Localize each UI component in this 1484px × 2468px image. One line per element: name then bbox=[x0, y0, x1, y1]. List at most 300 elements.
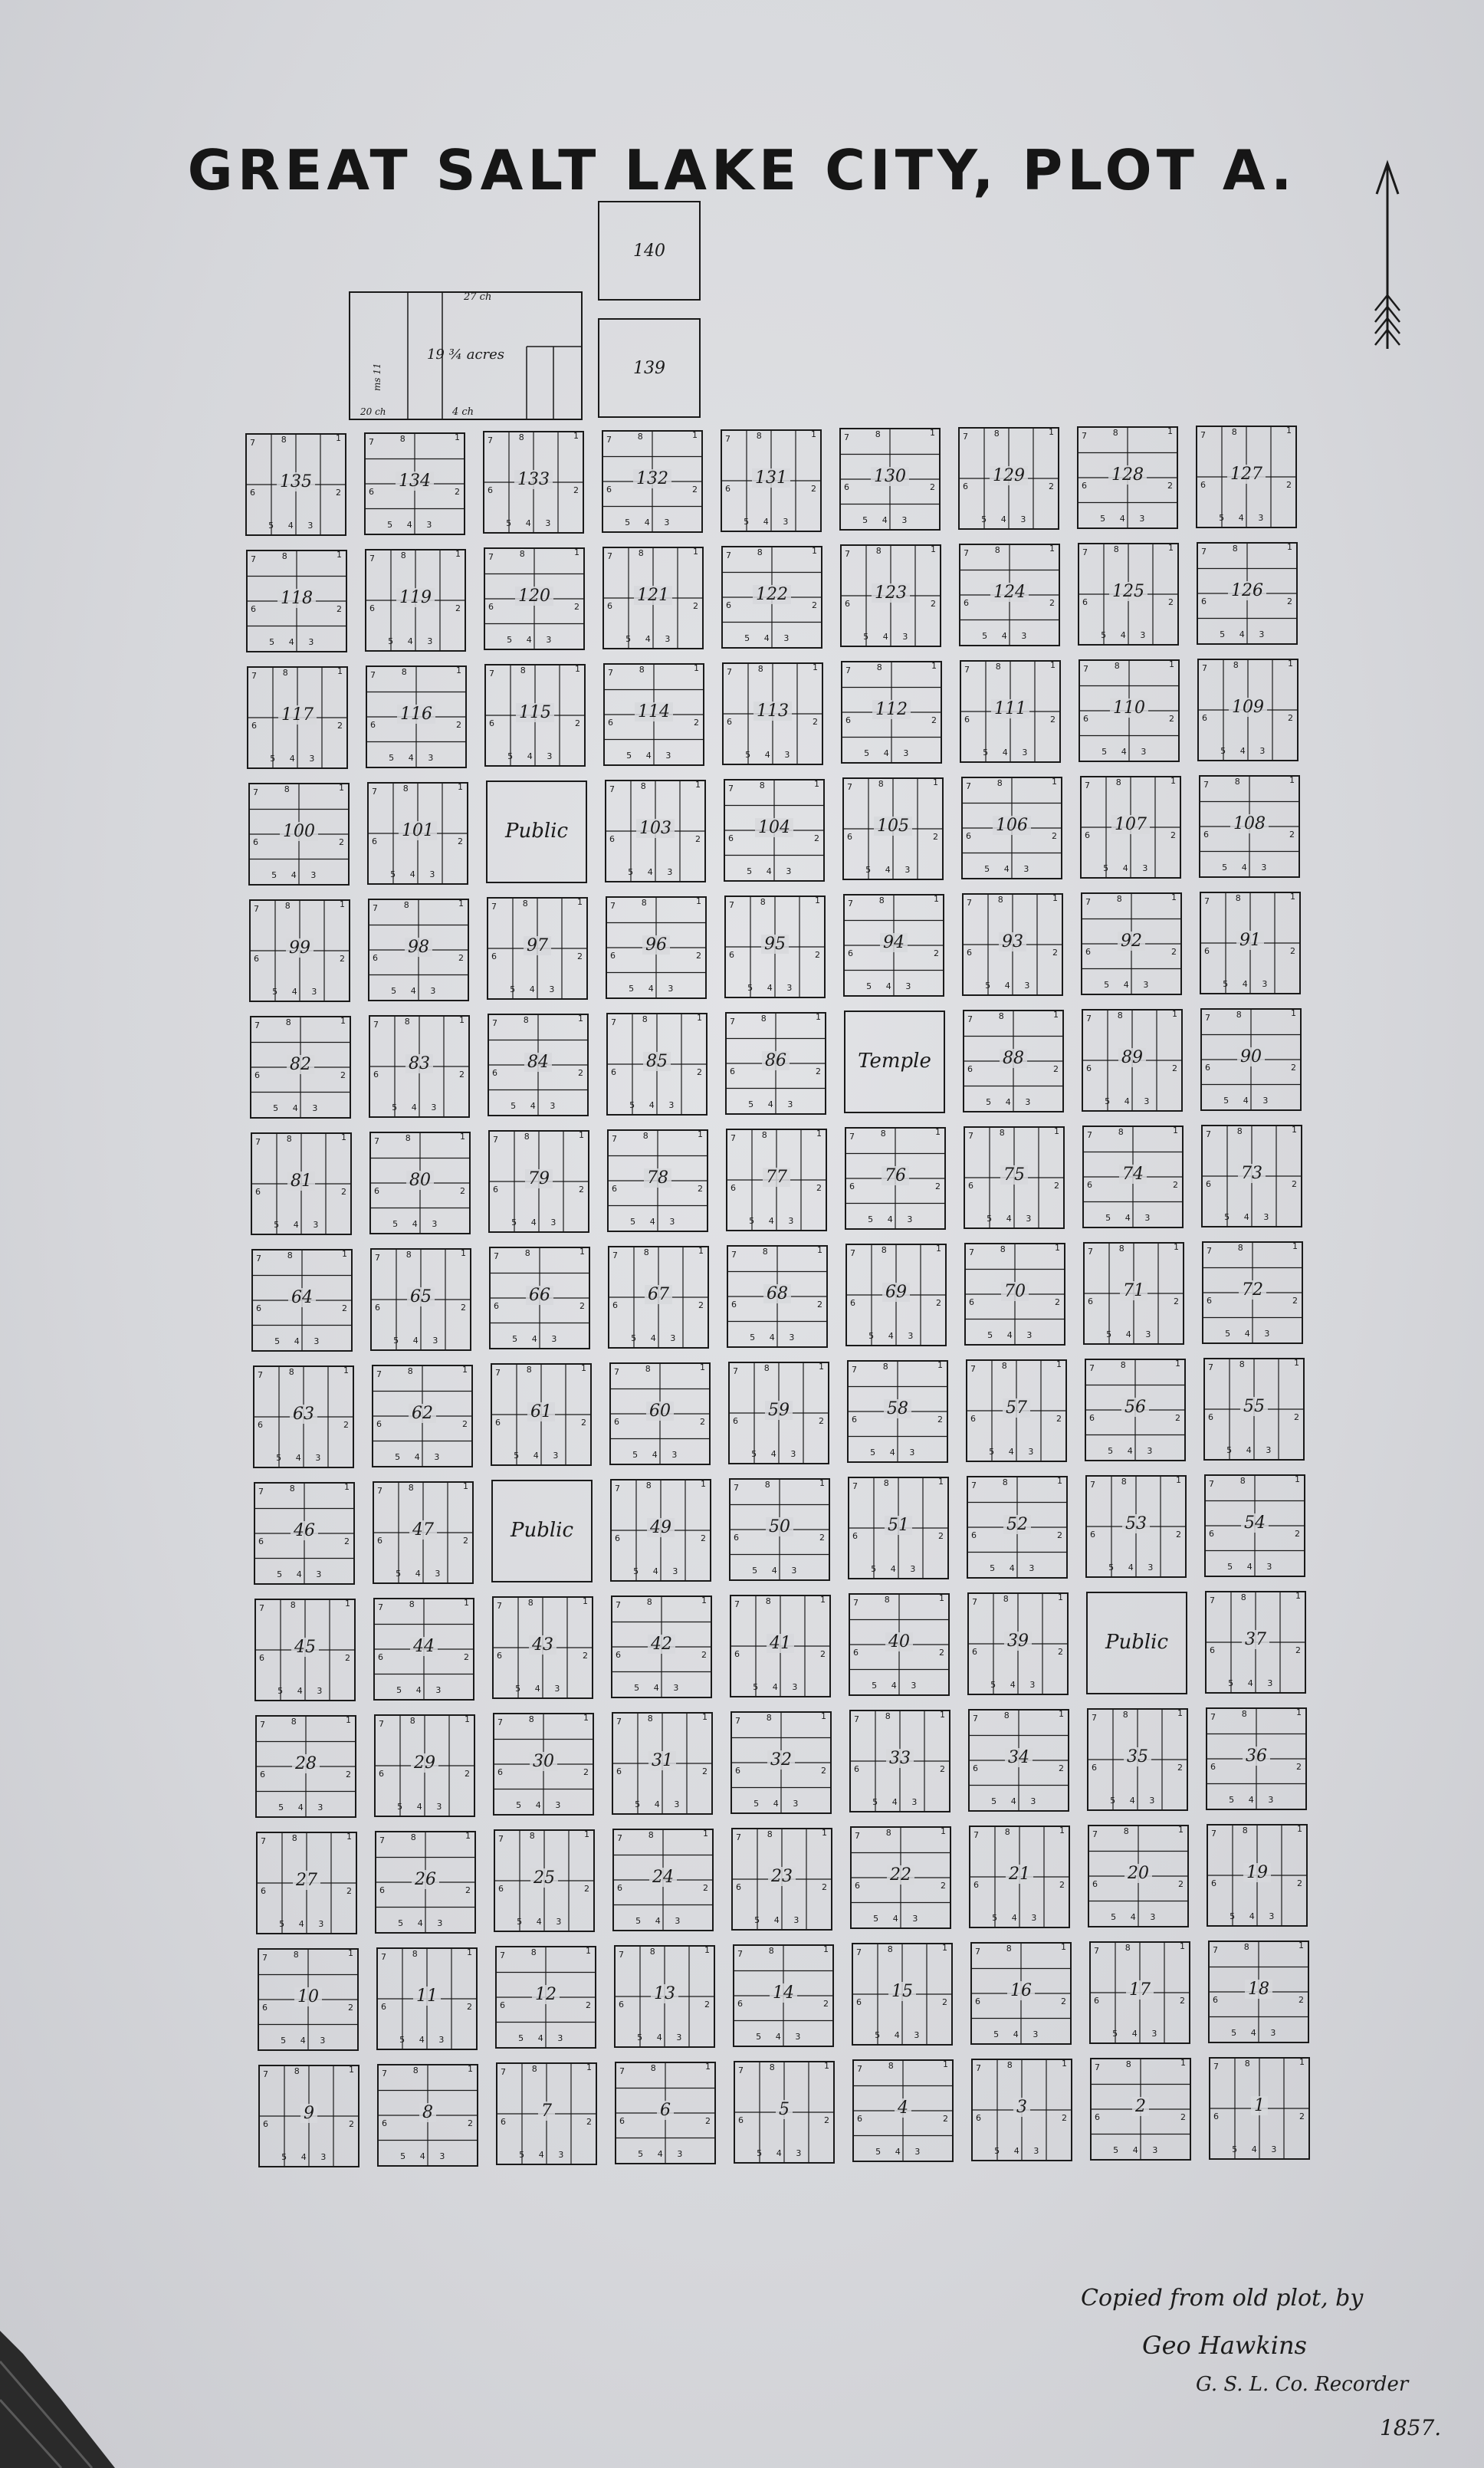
lot-number: 8 bbox=[645, 1480, 652, 1490]
lot-number: 5 bbox=[989, 1447, 995, 1457]
lot-number: 6 bbox=[1213, 1994, 1218, 2005]
lot-number: 4 bbox=[300, 2152, 307, 2162]
lot-number: 1 bbox=[461, 1248, 466, 1258]
block-number: 30 bbox=[530, 1752, 557, 1771]
lot-number: 8 bbox=[762, 1247, 768, 1257]
lot-number: 8 bbox=[528, 1714, 534, 1724]
lot-number: 7 bbox=[262, 1953, 268, 1963]
lot-number: 4 bbox=[1130, 1912, 1136, 1922]
block-number: 42 bbox=[648, 1635, 675, 1654]
lot-number: 5 bbox=[993, 2029, 1000, 2039]
lot-number: 3 bbox=[430, 986, 436, 996]
lot-number: 2 bbox=[573, 485, 579, 495]
lot-number: 8 bbox=[759, 780, 765, 790]
lot-number: 6 bbox=[845, 715, 851, 725]
city-block-104 bbox=[724, 779, 825, 882]
lot-number: 6 bbox=[726, 600, 731, 610]
lot-number: 5 bbox=[871, 1564, 877, 1574]
lot-number: 3 bbox=[669, 1217, 675, 1227]
lot-number: 4 bbox=[885, 865, 891, 875]
block-number: 7 bbox=[538, 2102, 555, 2121]
lot-number: 2 bbox=[574, 601, 579, 612]
lot-number: 6 bbox=[1213, 2111, 1219, 2121]
lot-number: 5 bbox=[1230, 1911, 1236, 1921]
lot-number: 2 bbox=[1172, 1063, 1177, 1073]
lot-number: 6 bbox=[734, 1648, 740, 1659]
lot-number: 7 bbox=[382, 2069, 387, 2079]
lot-number: 8 bbox=[1240, 1592, 1246, 1602]
lot-number: 8 bbox=[289, 1484, 295, 1494]
lot-number: 3 bbox=[558, 2150, 564, 2160]
city-block-3 bbox=[971, 2059, 1072, 2161]
city-block-21 bbox=[969, 1826, 1070, 1928]
lot-number: 7 bbox=[379, 1835, 385, 1845]
lot-number: 1 bbox=[700, 1362, 705, 1372]
lot-number: 4 bbox=[419, 2035, 425, 2045]
lot-number: 3 bbox=[902, 632, 908, 642]
lot-number: 4 bbox=[883, 748, 889, 758]
lot-number: 4 bbox=[770, 1449, 776, 1459]
lot-number: 5 bbox=[747, 983, 753, 993]
city-block-118 bbox=[246, 550, 347, 652]
block-number: Public bbox=[510, 1519, 574, 1542]
lot-number: 2 bbox=[575, 718, 580, 728]
lot-number: 4 bbox=[1004, 981, 1010, 991]
lot-number: 5 bbox=[511, 1218, 517, 1227]
lot-number: 6 bbox=[736, 1881, 741, 1892]
lot-number: 6 bbox=[848, 948, 853, 958]
lot-number: 6 bbox=[1204, 945, 1210, 956]
lot-number: 7 bbox=[261, 1836, 266, 1846]
lot-number: 6 bbox=[1092, 1762, 1097, 1773]
lot-number: 4 bbox=[527, 751, 533, 761]
lot-number: 7 bbox=[849, 1132, 855, 1142]
city-block-91 bbox=[1200, 892, 1301, 994]
lot-number: 8 bbox=[763, 1363, 770, 1373]
lot-number: 3 bbox=[1262, 979, 1268, 989]
lot-number: 4 bbox=[1239, 629, 1245, 639]
lot-number: 3 bbox=[553, 1451, 559, 1461]
lot-number: 5 bbox=[757, 2148, 763, 2158]
block-number: 27 bbox=[293, 1871, 320, 1890]
city-block-26 bbox=[375, 1831, 476, 1934]
lot-number: 5 bbox=[987, 1330, 993, 1340]
map-title: GREAT SALT LAKE CITY, PLOT A. bbox=[187, 138, 1297, 202]
lot-number: 1 bbox=[575, 664, 580, 674]
lot-number: 7 bbox=[1211, 1829, 1216, 1839]
lot-number: 8 bbox=[399, 434, 405, 444]
block-number: 113 bbox=[753, 702, 792, 721]
lot-number: 2 bbox=[337, 720, 343, 731]
block-number: 8 bbox=[419, 2103, 436, 2122]
lot-number: 5 bbox=[756, 2032, 762, 2042]
city-block-90 bbox=[1200, 1008, 1302, 1111]
block-number: 95 bbox=[761, 935, 789, 954]
lot-number: 6 bbox=[251, 720, 257, 731]
lot-number: 2 bbox=[697, 1066, 702, 1077]
lot-number: 1 bbox=[1295, 1474, 1300, 1484]
lot-number: 1 bbox=[939, 1593, 944, 1603]
lot-number: 2 bbox=[1299, 2111, 1305, 2121]
tract-top-label: 27 ch bbox=[464, 291, 492, 303]
lot-number: 4 bbox=[1120, 630, 1126, 640]
lot-number: 3 bbox=[789, 1333, 795, 1342]
lot-number: 2 bbox=[1298, 1994, 1304, 2005]
city-block-59 bbox=[728, 1362, 829, 1464]
lot-number: 7 bbox=[619, 1950, 624, 1960]
lot-number: 7 bbox=[251, 554, 256, 564]
lot-number: 6 bbox=[1092, 1878, 1098, 1889]
lot-number: 7 bbox=[736, 1832, 741, 1842]
lot-number: 8 bbox=[884, 1595, 890, 1605]
lot-number: 3 bbox=[667, 867, 673, 877]
lot-number: 3 bbox=[673, 1683, 679, 1693]
block-number: 36 bbox=[1243, 1747, 1270, 1766]
lot-number: 6 bbox=[254, 953, 259, 964]
lot-number: 2 bbox=[1169, 713, 1174, 724]
lot-number: 5 bbox=[1111, 1912, 1117, 1922]
lot-number: 3 bbox=[908, 1331, 914, 1341]
lot-number: 2 bbox=[811, 483, 816, 494]
lot-number: 6 bbox=[1089, 1412, 1095, 1423]
lot-number: 7 bbox=[260, 1720, 265, 1730]
lot-number: 6 bbox=[1085, 830, 1090, 840]
lot-number: 3 bbox=[315, 1453, 321, 1463]
lot-number: 7 bbox=[616, 1717, 622, 1727]
block-number: 59 bbox=[765, 1401, 793, 1420]
lot-number: 3 bbox=[672, 1566, 678, 1576]
lot-number: 8 bbox=[1000, 1244, 1006, 1254]
lot-number: 2 bbox=[1177, 1762, 1183, 1773]
lot-number: 4 bbox=[1132, 2145, 1138, 2155]
block-number: 92 bbox=[1118, 932, 1145, 951]
lot-number: 4 bbox=[885, 981, 891, 991]
lot-number: 5 bbox=[397, 1802, 403, 1812]
lot-number: 5 bbox=[753, 1799, 760, 1809]
lot-number: 5 bbox=[984, 864, 990, 874]
lot-number: 4 bbox=[889, 1448, 895, 1457]
lot-number: 4 bbox=[1123, 980, 1129, 990]
lot-number: 4 bbox=[1243, 1212, 1249, 1222]
lot-number: 5 bbox=[987, 1214, 993, 1224]
lot-number: 4 bbox=[1243, 1096, 1249, 1106]
lot-number: 4 bbox=[1244, 1329, 1250, 1339]
block-number: 112 bbox=[872, 700, 911, 719]
lot-number: 7 bbox=[1202, 663, 1207, 673]
lot-number: 8 bbox=[523, 1015, 529, 1025]
lot-number: 8 bbox=[875, 429, 881, 439]
city-block-36 bbox=[1206, 1707, 1307, 1810]
lot-number: 5 bbox=[519, 2150, 525, 2160]
lot-number: 8 bbox=[401, 667, 407, 677]
block-number: 64 bbox=[288, 1288, 316, 1307]
lot-number: 7 bbox=[1210, 1712, 1216, 1722]
lot-number: 3 bbox=[549, 984, 555, 994]
lot-number: 3 bbox=[1139, 514, 1145, 524]
block-number: 35 bbox=[1124, 1747, 1151, 1766]
lot-number: 1 bbox=[341, 1132, 346, 1142]
lot-number: 4 bbox=[767, 1099, 773, 1109]
lot-number: 1 bbox=[1057, 1476, 1062, 1486]
lot-number: 3 bbox=[909, 1448, 915, 1457]
lot-number: 5 bbox=[872, 1681, 878, 1691]
lot-number: 7 bbox=[376, 1369, 382, 1379]
lot-number: 8 bbox=[757, 547, 763, 557]
lot-number: 3 bbox=[786, 983, 793, 993]
city-block-78 bbox=[607, 1129, 708, 1232]
lot-number: 7 bbox=[973, 1714, 978, 1724]
lot-number: 7 bbox=[728, 784, 734, 794]
block-number: 1 bbox=[1251, 2096, 1268, 2115]
block-number: Public bbox=[504, 820, 569, 843]
lot-number: 8 bbox=[1001, 1361, 1007, 1371]
block-number: 69 bbox=[882, 1283, 910, 1302]
lot-number: 8 bbox=[290, 1600, 296, 1610]
lot-number: 1 bbox=[692, 430, 698, 440]
block-number: 109 bbox=[1229, 698, 1267, 717]
lot-number: 5 bbox=[279, 1919, 285, 1929]
lot-number: 7 bbox=[970, 1364, 976, 1374]
city-block-99 bbox=[249, 899, 350, 1002]
lot-number: 5 bbox=[274, 1220, 280, 1230]
lot-number: 4 bbox=[292, 1103, 298, 1113]
lot-number: 5 bbox=[388, 636, 394, 646]
lot-number: 8 bbox=[530, 1947, 537, 1957]
lot-number: 1 bbox=[933, 777, 938, 787]
lot-number: 6 bbox=[612, 1183, 617, 1194]
lot-number: 7 bbox=[377, 1486, 382, 1496]
lot-number: 2 bbox=[1170, 830, 1176, 840]
lot-number: 3 bbox=[1144, 1213, 1151, 1223]
block-number: 47 bbox=[409, 1520, 437, 1540]
lot-number: 3 bbox=[901, 515, 908, 525]
lot-number: 6 bbox=[968, 1180, 973, 1191]
block-number: Temple bbox=[858, 1050, 931, 1073]
lot-number: 5 bbox=[875, 2030, 881, 2040]
lot-number: 2 bbox=[940, 1763, 945, 1774]
block-number: 104 bbox=[755, 818, 793, 837]
city-block-130 bbox=[839, 428, 941, 531]
lot-number: 2 bbox=[337, 603, 342, 614]
lot-number: 5 bbox=[395, 1452, 401, 1462]
block-number: 135 bbox=[277, 472, 315, 491]
lot-number: 8 bbox=[281, 551, 287, 561]
block-number: 29 bbox=[411, 1753, 438, 1773]
lot-number: 7 bbox=[737, 1949, 743, 1959]
city-block-95 bbox=[724, 896, 826, 998]
note-recorder-name: Geo Hawkins bbox=[1142, 2331, 1307, 2360]
lot-number: 8 bbox=[1123, 1826, 1129, 1836]
lot-number: 7 bbox=[259, 1603, 264, 1613]
lot-number: 1 bbox=[458, 899, 464, 909]
lot-number: 4 bbox=[771, 1566, 777, 1576]
lot-number: 2 bbox=[817, 1299, 822, 1310]
lot-number: 3 bbox=[795, 2032, 801, 2042]
lot-number: 7 bbox=[375, 1253, 380, 1263]
lot-number: 6 bbox=[1211, 1878, 1216, 1888]
lot-number: 8 bbox=[649, 1947, 655, 1957]
lot-number: 4 bbox=[288, 637, 294, 647]
lot-number: 6 bbox=[610, 950, 616, 961]
lot-number: 4 bbox=[1013, 2029, 1019, 2039]
block-number: 26 bbox=[412, 1870, 439, 1889]
city-block-32 bbox=[731, 1711, 832, 1814]
lot-number: 3 bbox=[1025, 1097, 1031, 1107]
lot-number: 2 bbox=[463, 1535, 468, 1546]
lot-number: 3 bbox=[793, 1915, 799, 1925]
lot-number: 4 bbox=[1122, 863, 1128, 873]
block-number: 98 bbox=[405, 938, 432, 957]
lot-number: 6 bbox=[730, 1066, 735, 1076]
lot-number: 6 bbox=[369, 486, 374, 497]
lot-number: 4 bbox=[768, 1216, 774, 1226]
lot-number: 7 bbox=[738, 2065, 744, 2075]
block-number: 74 bbox=[1119, 1165, 1147, 1184]
lot-number: 2 bbox=[1061, 1996, 1066, 2006]
lot-number: 5 bbox=[745, 750, 751, 760]
block-number: 119 bbox=[396, 588, 435, 607]
lot-number: 4 bbox=[776, 2148, 782, 2158]
block-number: 39 bbox=[1004, 1632, 1032, 1651]
lot-number: 7 bbox=[619, 2066, 625, 2076]
city-block-25 bbox=[494, 1829, 595, 1932]
city-block-93 bbox=[962, 893, 1063, 996]
lot-number: 3 bbox=[1029, 1680, 1036, 1690]
lot-number: 5 bbox=[277, 1686, 284, 1696]
lot-number: 2 bbox=[336, 487, 341, 498]
lot-number: 4 bbox=[1246, 1445, 1252, 1455]
lot-number: 6 bbox=[369, 603, 375, 613]
city-block-34 bbox=[968, 1709, 1069, 1812]
lot-number: 8 bbox=[888, 2061, 894, 2071]
lot-number: 1 bbox=[578, 1014, 583, 1024]
lot-number: 3 bbox=[317, 1803, 323, 1812]
lot-number: 5 bbox=[514, 1451, 520, 1461]
lot-number: 3 bbox=[665, 634, 671, 644]
city-block-53 bbox=[1085, 1475, 1187, 1578]
lot-number: 7 bbox=[378, 1602, 383, 1612]
lot-number: 8 bbox=[1236, 1010, 1242, 1020]
block-number: 121 bbox=[634, 586, 672, 605]
lot-number: 2 bbox=[1058, 1646, 1063, 1657]
lot-number: 4 bbox=[892, 1914, 898, 1924]
block-number: 125 bbox=[1109, 582, 1147, 601]
city-block-79 bbox=[488, 1130, 589, 1233]
block-number: 100 bbox=[280, 822, 318, 841]
lot-number: 5 bbox=[1100, 514, 1106, 524]
lot-number: 2 bbox=[1295, 1528, 1300, 1539]
city-block-9 bbox=[258, 2065, 360, 2167]
city-block-119 bbox=[365, 549, 466, 652]
lot-number: 5 bbox=[754, 1915, 760, 1925]
lot-number: 3 bbox=[1144, 1096, 1150, 1106]
lot-number: 1 bbox=[698, 1246, 704, 1256]
lot-number: 1 bbox=[586, 1946, 591, 1956]
lot-number: 8 bbox=[887, 1944, 893, 1954]
lot-number: 1 bbox=[931, 544, 936, 554]
lot-number: 7 bbox=[964, 665, 970, 675]
lot-number: 1 bbox=[934, 894, 939, 904]
lot-number: 5 bbox=[744, 517, 750, 527]
lot-number: 2 bbox=[696, 950, 701, 961]
lot-number: 3 bbox=[793, 1799, 799, 1809]
lot-number: 8 bbox=[769, 2062, 775, 2072]
lot-number: 1 bbox=[460, 1132, 465, 1142]
lot-number: 1 bbox=[1172, 1009, 1177, 1019]
lot-number: 1 bbox=[1171, 892, 1177, 902]
lot-number: 6 bbox=[606, 484, 612, 495]
lot-number: 2 bbox=[1171, 946, 1177, 957]
lot-number: 5 bbox=[389, 753, 395, 763]
tract-corner-label: 20 ch bbox=[360, 406, 386, 417]
lot-number: 2 bbox=[577, 951, 583, 961]
lot-number: 6 bbox=[612, 1300, 618, 1310]
city-block-116 bbox=[366, 665, 467, 768]
lot-number: 7 bbox=[258, 1487, 264, 1497]
city-block-64 bbox=[251, 1249, 353, 1352]
city-block-51 bbox=[848, 1477, 949, 1579]
block-number: 82 bbox=[287, 1055, 314, 1074]
lot-number: 3 bbox=[907, 1214, 913, 1224]
lot-number: 5 bbox=[629, 984, 635, 994]
block-number: 97 bbox=[524, 936, 551, 955]
city-block-68 bbox=[727, 1245, 828, 1348]
lot-number: 5 bbox=[864, 748, 870, 758]
lot-number: 6 bbox=[976, 2112, 981, 2123]
lot-number: 8 bbox=[1006, 2060, 1013, 2070]
lot-number: 3 bbox=[1026, 1330, 1033, 1340]
lot-number: 5 bbox=[625, 518, 631, 527]
lot-number: 1 bbox=[697, 1013, 702, 1023]
lot-number: 4 bbox=[763, 633, 770, 643]
city-block-135 bbox=[245, 433, 346, 536]
lot-number: 3 bbox=[1259, 746, 1266, 756]
lot-number: 7 bbox=[374, 1136, 379, 1146]
lot-number: 8 bbox=[400, 550, 406, 560]
block-number: 4 bbox=[895, 2098, 911, 2118]
lot-number: 3 bbox=[1266, 1562, 1272, 1572]
lot-number: 6 bbox=[1094, 1995, 1099, 2006]
lot-number: 2 bbox=[468, 2118, 473, 2128]
lot-number: 4 bbox=[891, 1797, 898, 1807]
lot-number: 7 bbox=[370, 670, 376, 680]
lot-number: 1 bbox=[1175, 1359, 1180, 1369]
lot-number: 4 bbox=[655, 1916, 661, 1926]
lot-number: 8 bbox=[291, 1833, 297, 1843]
city-block-13 bbox=[614, 1945, 715, 2048]
city-block-19 bbox=[1207, 1824, 1308, 1927]
lot-number: 7 bbox=[611, 1017, 616, 1027]
city-block-15 bbox=[852, 1943, 953, 2046]
lot-number: 2 bbox=[586, 2000, 591, 2010]
lot-number: 7 bbox=[850, 1248, 855, 1258]
lot-number: 8 bbox=[402, 784, 409, 794]
lot-number: 7 bbox=[733, 1366, 738, 1376]
lot-number: 5 bbox=[635, 1799, 641, 1809]
lot-number: 1 bbox=[1061, 1942, 1066, 1952]
lot-number: 2 bbox=[341, 1186, 346, 1197]
lot-number: 3 bbox=[664, 518, 670, 527]
lot-number: 4 bbox=[1127, 1446, 1133, 1456]
lot-number: 2 bbox=[348, 2002, 353, 2013]
lot-number: 4 bbox=[1250, 2028, 1256, 2038]
lot-number: 2 bbox=[819, 1532, 825, 1543]
lot-number: 7 bbox=[975, 1947, 980, 1957]
lot-number: 6 bbox=[973, 1763, 978, 1773]
lot-number: 6 bbox=[497, 1650, 502, 1661]
lot-number: 8 bbox=[650, 2063, 656, 2073]
lot-number: 8 bbox=[294, 2066, 300, 2076]
